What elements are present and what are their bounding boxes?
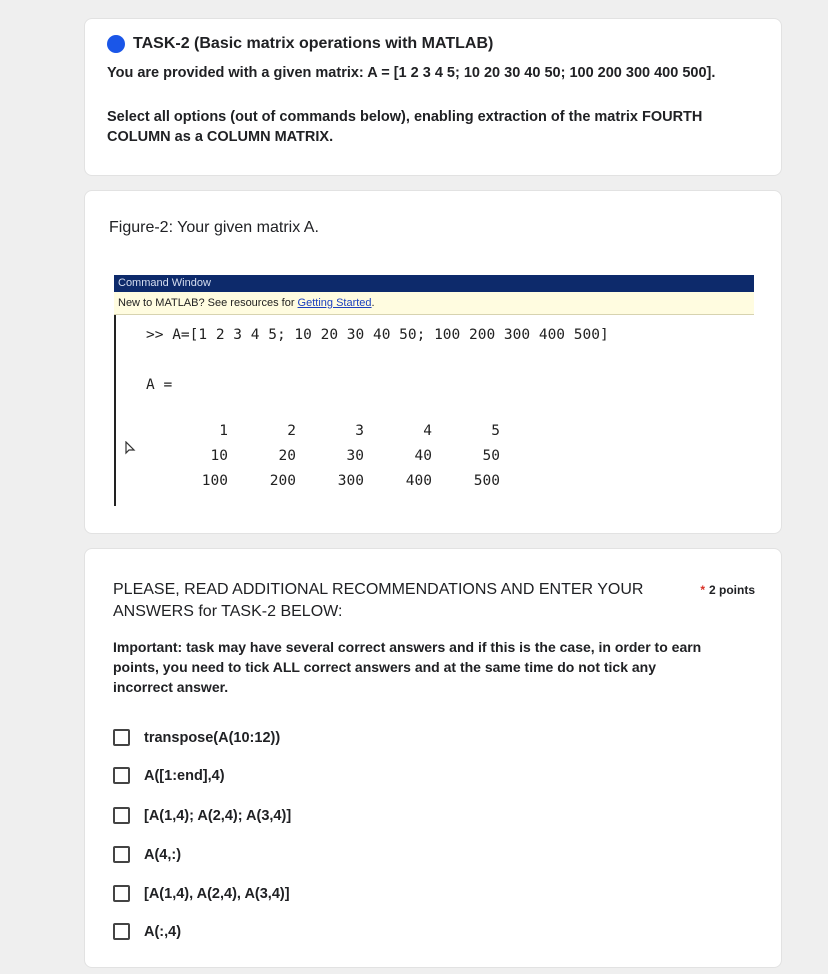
- points-badge: [700, 583, 755, 597]
- hint-text: New to MATLAB? See resources for: [118, 297, 298, 309]
- option-label: A(4,:): [144, 846, 182, 863]
- matlab-hint-bar: [114, 292, 754, 315]
- matrix-cell: 3: [355, 423, 364, 439]
- command-window-title: Command Window: [114, 275, 754, 292]
- figure-label: Figure-2: Your given matrix A.: [109, 219, 319, 236]
- matrix-cell: 300: [337, 473, 364, 489]
- question-title: PLEASE, READ ADDITIONAL RECOMMENDATIONS AND ENTER YOUR ANSWERS for TASK-2 BELOW:: [113, 581, 644, 620]
- matrix-cell: 20: [278, 448, 296, 464]
- bullet-dot-icon: [107, 35, 125, 53]
- matrix-cell: 5: [491, 423, 500, 439]
- command-window-body: [114, 315, 754, 506]
- matrix-cell: 30: [346, 448, 364, 464]
- option-label: transpose(A(10:12)): [144, 729, 281, 746]
- task-title: [107, 35, 493, 53]
- getting-started-link[interactable]: Getting Started: [297, 297, 372, 309]
- hint-suffix: .: [371, 297, 375, 309]
- checkbox[interactable]: [113, 923, 130, 940]
- required-asterisk: *: [700, 583, 705, 597]
- matrix-cell: 400: [405, 473, 432, 489]
- task-title-text: TASK-2 (Basic matrix operations with MATLAB): [133, 35, 494, 52]
- result-label: A =: [146, 377, 173, 393]
- option-horizontal-concat[interactable]: [113, 885, 290, 902]
- option-colon-col4[interactable]: [113, 923, 181, 940]
- matrix-cell: 40: [414, 448, 432, 464]
- matrix-cell: 100: [201, 473, 228, 489]
- option-vertical-concat[interactable]: [113, 807, 291, 824]
- checkbox[interactable]: [113, 885, 130, 902]
- option-label: [A(1,4); A(2,4); A(3,4)]: [144, 807, 292, 824]
- option-label: A([1:end],4): [144, 767, 225, 784]
- task-card: [84, 18, 782, 176]
- question-card: [84, 548, 782, 968]
- checkbox[interactable]: [113, 846, 130, 863]
- matlab-command: >> A=[1 2 3 4 5; 10 20 30 40 50; 100 200 300 400 500]: [146, 327, 609, 343]
- checkbox[interactable]: [113, 729, 130, 746]
- matrix-cell: 2: [287, 423, 296, 439]
- matrix-cell: 4: [423, 423, 432, 439]
- given-matrix-text: You are provided with a given matrix: A = [1 2 3 4 5; 10 20 30 40 50; 100 200 300 400 500].: [107, 65, 716, 81]
- instruction-line-1: Select all options (out of commands below), enabling extraction of the matrix FOURTH: [107, 109, 703, 125]
- important-note: Important: task may have several correct answers and if this is the case, in order to earn points, you need to tick ALL correct answers and at the same time do not tick any incorrect answer.: [113, 639, 702, 695]
- matrix-cell: 1: [219, 423, 228, 439]
- option-label: [A(1,4), A(2,4), A(3,4)]: [144, 885, 290, 902]
- option-row4[interactable]: [113, 846, 181, 863]
- matlab-command-window: [114, 275, 754, 505]
- matrix-cell: 50: [482, 448, 500, 464]
- instruction-line-2: COLUMN as a COLUMN MATRIX.: [107, 129, 334, 145]
- figure-card: [84, 190, 782, 534]
- points-text: 2 points: [708, 583, 755, 597]
- checkbox[interactable]: [113, 767, 130, 784]
- cursor-arrow-icon: [124, 441, 136, 455]
- option-label: A(:,4): [144, 923, 182, 940]
- checkbox[interactable]: [113, 807, 130, 824]
- matrix-cell: 500: [473, 473, 500, 489]
- option-a-range-col4[interactable]: [113, 767, 225, 784]
- matrix-cell: 200: [269, 473, 296, 489]
- option-transpose[interactable]: [113, 729, 280, 746]
- matrix-cell: 10: [210, 448, 228, 464]
